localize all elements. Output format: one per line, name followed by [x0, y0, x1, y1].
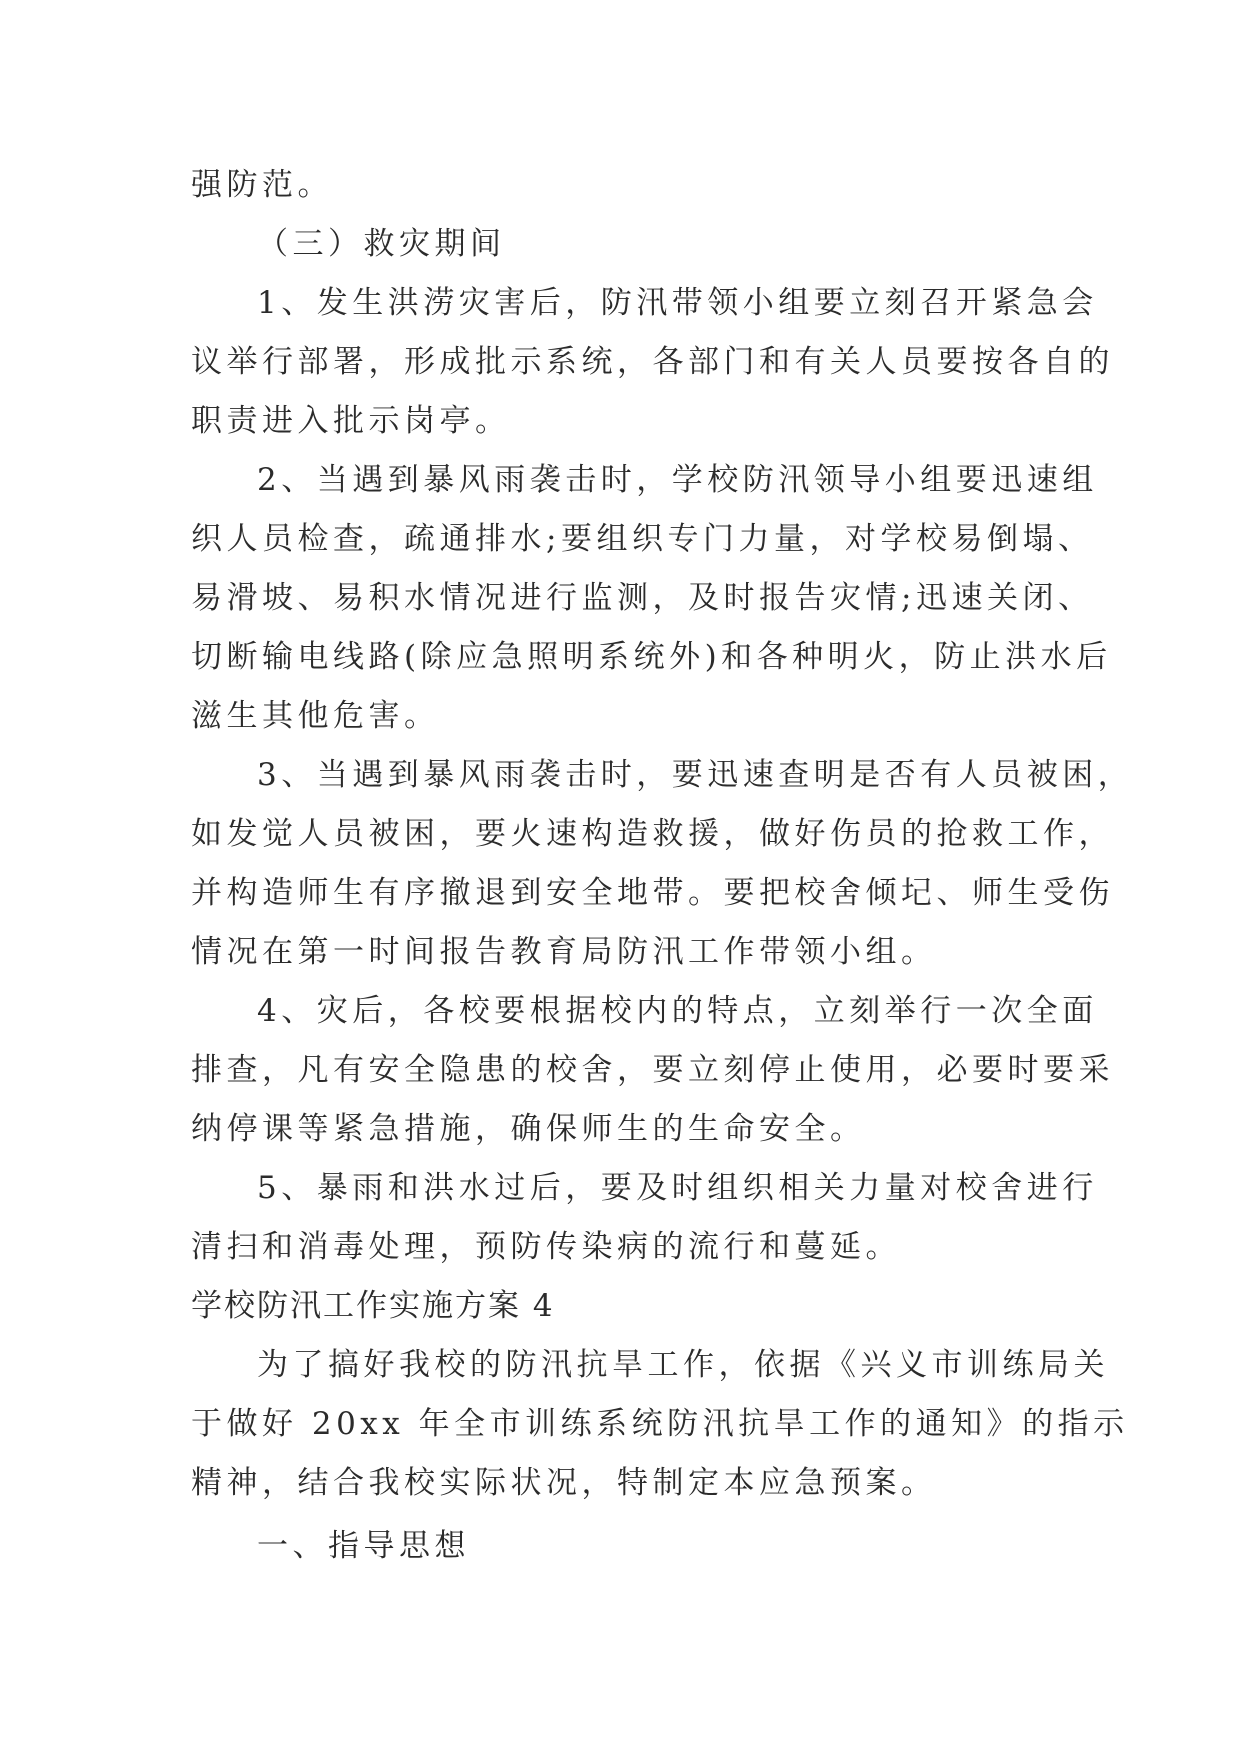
text-line: 清扫和消毒处理，预防传染病的流行和蔓延。 [191, 1229, 901, 1265]
text-line: 强防范。 [191, 167, 333, 203]
section-heading: （三）救灾期间 [257, 226, 506, 262]
document-body [191, 156, 1134, 1576]
text-line: 为了搞好我校的防汛抗旱工作，依据《兴义市训练局关 [257, 1347, 1109, 1383]
document-section-title: 学校防汛工作实施方案 4 [191, 1288, 555, 1324]
text-line: 议举行部署，形成批示系统，各部门和有关人员要按各自的 [191, 344, 1114, 380]
text-line: 纳停课等紧急措施，确保师生的生命安全。 [191, 1111, 866, 1147]
text-line: 情况在第一时间报告教育局防汛工作带领小组。 [191, 934, 937, 970]
text-line: 并构造师生有序撤退到安全地带。要把校舍倾圮、师生受伤 [191, 875, 1114, 911]
text-line: 2、当遇到暴风雨袭击时，学校防汛领导小组要迅速组 [257, 462, 1098, 498]
text-line: 1、发生洪涝灾害后，防汛带领小组要立刻召开紧急会 [257, 285, 1098, 321]
text-line: 3、当遇到暴风雨袭击时，要迅速查明是否有人员被困， [257, 757, 1134, 793]
text-line: 精神，结合我校实际状况，特制定本应急预案。 [191, 1465, 937, 1501]
text-line: 5、暴雨和洪水过后，要及时组织相关力量对校舍进行 [257, 1170, 1098, 1206]
text-line: 4、灾后，各校要根据校内的特点，立刻举行一次全面 [257, 993, 1098, 1029]
text-line: 如发觉人员被困，要火速构造救援，做好伤员的抢救工作， [191, 816, 1114, 852]
text-line: 切断输电线路(除应急照明系统外)和各种明火，防止洪水后 [191, 639, 1112, 675]
text-line: 织人员检查，疏通排水;要组织专门力量，对学校易倒塌、 [191, 521, 1094, 557]
text-line: 职责进入批示岗亭。 [191, 403, 511, 439]
text-line: 排查，凡有安全隐患的校舍，要立刻停止使用，必要时要采 [191, 1052, 1114, 1088]
text-line: 易滑坡、易积水情况进行监测，及时报告灾情;迅速关闭、 [191, 580, 1094, 616]
text-line: 滋生其他危害。 [191, 698, 440, 734]
text-line: 于做好 20xx 年全市训练系统防汛抗旱工作的通知》的指示 [191, 1406, 1129, 1442]
section-heading: 一、指导思想 [257, 1528, 470, 1564]
